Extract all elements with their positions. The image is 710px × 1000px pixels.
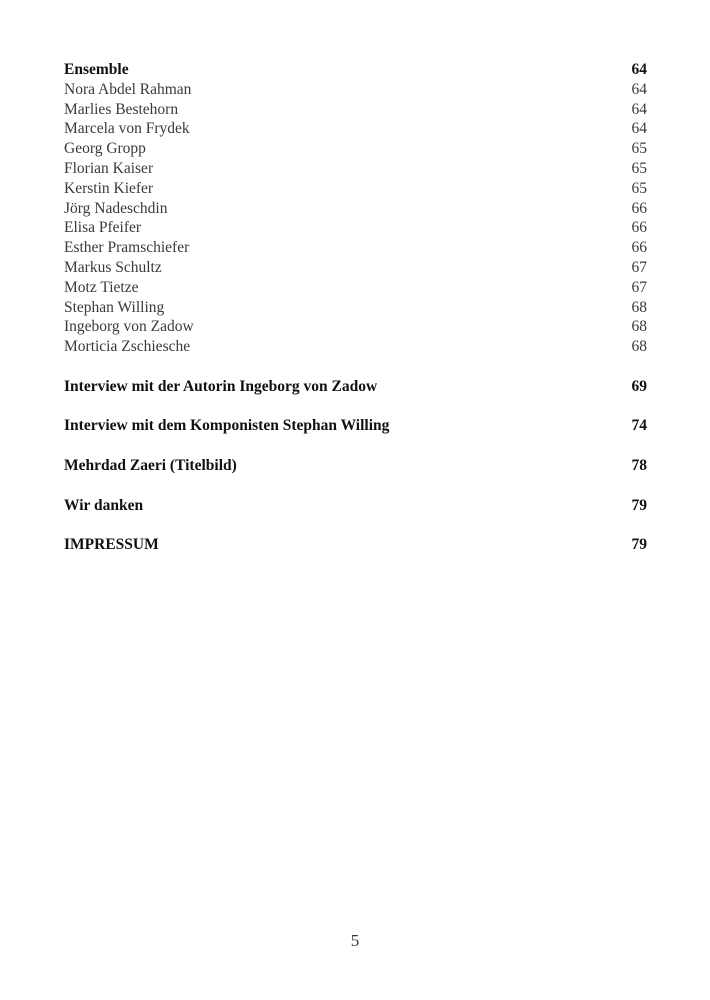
toc-member-name: Elisa Pfeifer	[64, 219, 142, 237]
toc-member-name: Markus Schultz	[64, 258, 162, 276]
toc-entry-thanks	[64, 496, 647, 516]
toc-entry-page: 79	[631, 536, 647, 554]
page-number: 5	[350, 931, 360, 950]
toc-member-page: 64	[631, 120, 647, 138]
toc-entry-page: 74	[631, 417, 647, 435]
toc-member-page: 66	[631, 239, 647, 257]
toc-member-name: Jörg Nadeschdin	[64, 199, 168, 217]
toc-member-row	[64, 258, 647, 278]
toc-member-name: Nora Abdel Rahman	[64, 80, 192, 98]
toc-member-row	[64, 278, 647, 298]
toc-member-name: Ingeborg von Zadow	[64, 318, 194, 336]
toc-member-row	[64, 139, 647, 159]
toc-entry-page: 79	[631, 496, 647, 514]
toc-member-page: 68	[631, 298, 647, 316]
toc-entry-page: 64	[631, 61, 647, 78]
toc-member-name: Esther Pramschiefer	[64, 239, 190, 257]
toc-member-row	[64, 159, 647, 179]
toc-member-page: 65	[631, 179, 647, 197]
toc-member-page: 64	[631, 100, 647, 118]
toc-entry-page: 78	[631, 456, 647, 474]
toc-member-row	[64, 218, 647, 238]
toc-member-name: Motz Tietze	[64, 278, 139, 296]
toc-member-page: 64	[631, 80, 647, 98]
toc-member-row	[64, 80, 647, 100]
toc-member-page: 66	[631, 219, 647, 237]
toc-entry-interview-composer	[64, 416, 647, 436]
toc-member-name: Marlies Bestehorn	[64, 100, 179, 118]
toc-member-name: Stephan Willing	[64, 298, 165, 316]
toc-entry-title: Mehrdad Zaeri (Titelbild)	[64, 456, 237, 474]
toc-entry-title: IMPRESSUM	[64, 536, 159, 554]
toc-member-page: 68	[631, 318, 647, 336]
toc-member-row	[64, 317, 647, 337]
toc-member-row	[64, 238, 647, 258]
toc-member-name: Marcela von Frydek	[64, 120, 190, 138]
toc-member-name: Florian Kaiser	[64, 159, 154, 177]
toc-member-page: 68	[631, 338, 647, 356]
toc-entry-impressum	[64, 535, 647, 555]
toc-member-row	[64, 119, 647, 139]
toc-entry-cover-artist	[64, 456, 647, 476]
toc-member-row	[64, 179, 647, 199]
toc-member-row	[64, 100, 647, 120]
toc-member-name: Georg Gropp	[64, 140, 146, 158]
toc-member-page: 65	[631, 140, 647, 158]
toc-member-page: 67	[631, 278, 647, 296]
toc-member-row	[64, 337, 647, 357]
toc-member-row	[64, 298, 647, 318]
toc-member-name: Morticia Zschiesche	[64, 338, 191, 356]
toc-member-page: 66	[631, 199, 647, 217]
toc-entry-interview-author	[64, 377, 647, 397]
toc-entry-title: Ensemble	[64, 61, 129, 78]
toc-entry-title: Wir danken	[64, 496, 144, 514]
table-of-contents	[64, 60, 647, 555]
toc-member-page: 65	[631, 159, 647, 177]
toc-entry-page: 69	[631, 377, 647, 395]
toc-member-page: 67	[631, 258, 647, 276]
toc-member-row	[64, 199, 647, 219]
toc-entry-title: Interview mit der Autorin Ingeborg von Zadow	[64, 377, 378, 395]
toc-entry-ensemble	[64, 60, 647, 80]
toc-member-name: Kerstin Kiefer	[64, 179, 154, 197]
toc-entry-title: Interview mit dem Komponisten Stephan Willing	[64, 417, 390, 435]
